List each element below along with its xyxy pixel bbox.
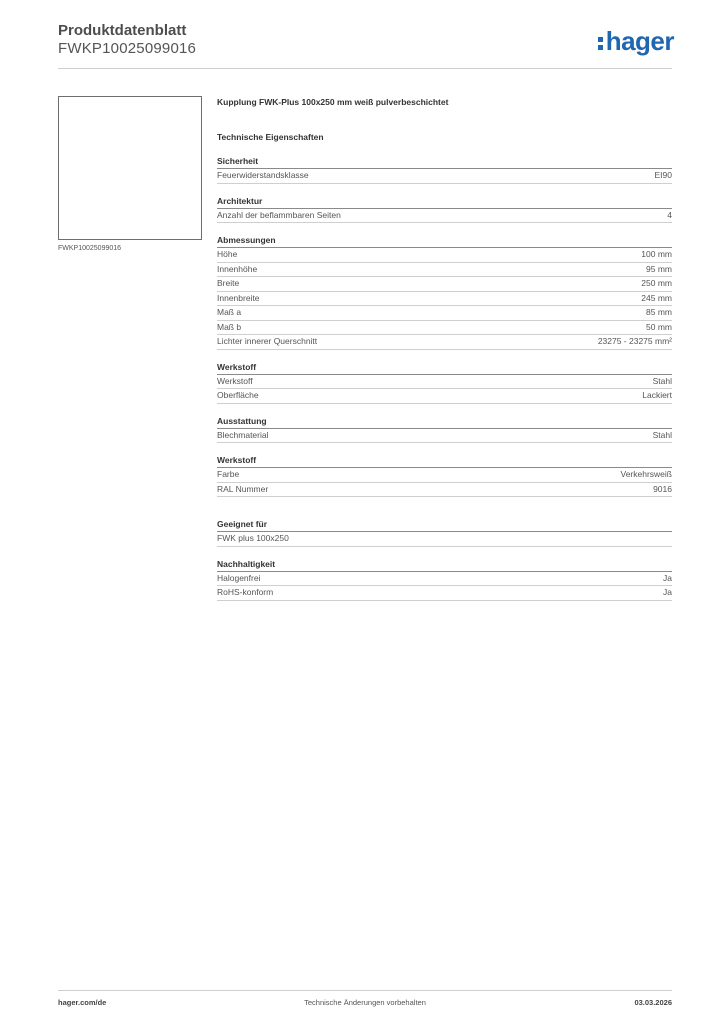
row-label: Maß a: [217, 307, 242, 317]
row-label: RAL Nummer: [217, 483, 269, 494]
table-row: [217, 248, 672, 263]
section-title: Nachhaltigkeit: [217, 558, 672, 572]
table-row: [217, 263, 672, 278]
table-row: [217, 209, 672, 224]
row-value: 85 mm: [646, 307, 672, 317]
section-abmessungen: [217, 234, 672, 350]
footer-notice: Technische Änderungen vorbehalten: [304, 998, 426, 1007]
row-value: 4: [667, 209, 672, 220]
row-label: Oberfläche: [217, 390, 259, 400]
row-label: Werkstoff: [217, 375, 253, 386]
section-title: Werkstoff: [217, 361, 672, 375]
section-werkstoff: [217, 361, 672, 404]
row-value: 250 mm: [641, 278, 672, 288]
table-row: [217, 321, 672, 336]
row-value: 50 mm: [646, 321, 672, 332]
table-row: [217, 532, 672, 547]
row-value: 100 mm: [641, 249, 672, 259]
table-row: [217, 375, 672, 390]
section-werkstoff-farbe: [217, 454, 672, 497]
footer-website-link[interactable]: hager.com/de: [58, 998, 107, 1007]
footer-divider: [58, 990, 672, 991]
row-label: Anzahl der beflammbaren Seiten: [217, 209, 341, 220]
row-value: 23275 - 23275 mm²: [597, 336, 672, 346]
image-caption: FWKP10025099016: [58, 245, 122, 252]
section-title: Abmessungen: [217, 234, 672, 248]
product-content: [217, 95, 672, 601]
row-value: Stahl: [652, 375, 672, 386]
article-number: FWKP10025099016: [58, 40, 197, 57]
section-title: Geeignet für: [217, 518, 672, 532]
table-row: [217, 429, 672, 444]
row-label: Innenbreite: [217, 292, 260, 303]
section-title: Werkstoff: [217, 454, 672, 468]
row-label: FWK plus 100x250: [217, 533, 289, 543]
section-nachhaltigkeit: [217, 558, 672, 601]
row-value: 245 mm: [641, 292, 672, 303]
row-label: Farbe: [217, 469, 240, 479]
row-value: EI90: [654, 170, 672, 180]
product-image-placeholder: [58, 96, 202, 240]
table-row: [217, 586, 672, 601]
row-label: Blechmaterial: [217, 429, 269, 440]
row-label: Höhe: [217, 249, 238, 259]
row-value: Ja: [663, 587, 672, 597]
row-label: Halogenfrei: [217, 572, 261, 583]
logo-colon-icon: [598, 36, 604, 52]
table-row: [217, 335, 672, 350]
document-title: Produktdatenblatt: [58, 22, 187, 39]
product-name: Kupplung FWK-Plus 100x250 mm weiß pulverbeschichtet: [217, 97, 449, 107]
logo-text: hager: [605, 26, 674, 56]
table-row: [217, 572, 672, 587]
table-row: [217, 169, 672, 184]
section-geeignet-fuer: [217, 518, 672, 547]
section-title: Ausstattung: [217, 415, 672, 429]
row-value: Verkehrsweiß: [620, 469, 672, 479]
row-value: 95 mm: [646, 263, 672, 274]
table-row: [217, 277, 672, 292]
hager-logo: [598, 26, 674, 57]
row-value: Ja: [663, 572, 672, 583]
table-row: [217, 306, 672, 321]
row-value: Lackiert: [642, 390, 672, 400]
table-row: [217, 483, 672, 498]
table-row: [217, 292, 672, 307]
table-row: [217, 389, 672, 404]
section-sicherheit: [217, 155, 672, 184]
row-label: Breite: [217, 278, 240, 288]
technical-properties-heading: Technische Eigenschaften: [217, 132, 324, 142]
header-divider: [58, 68, 672, 69]
section-ausstattung: [217, 415, 672, 444]
row-label: RoHS-konform: [217, 587, 274, 597]
section-title: Sicherheit: [217, 155, 672, 169]
footer-date: 03.03.2026: [634, 998, 672, 1007]
row-value: 9016: [653, 483, 672, 494]
section-title: Architektur: [217, 195, 672, 209]
row-label: Maß b: [217, 321, 242, 332]
row-value: Stahl: [652, 429, 672, 440]
table-row: [217, 468, 672, 483]
section-architektur: [217, 195, 672, 224]
row-label: Feuerwiderstandsklasse: [217, 170, 309, 180]
document-header: [58, 22, 196, 58]
row-label: Innenhöhe: [217, 263, 258, 274]
row-label: Lichter innerer Querschnitt: [217, 336, 318, 346]
